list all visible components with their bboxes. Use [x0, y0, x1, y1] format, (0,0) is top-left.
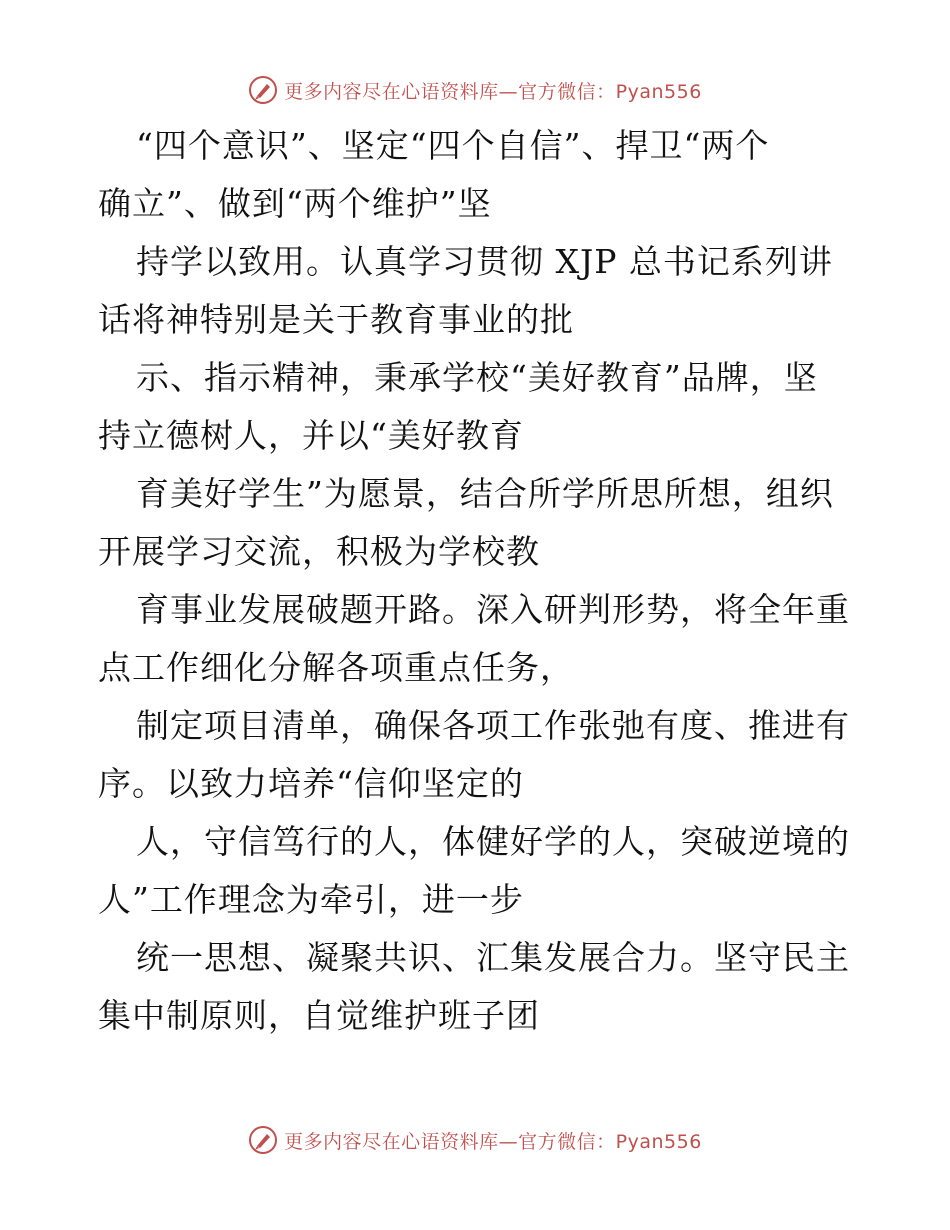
- text-line: 话将神特别是关于教育事业的批: [98, 300, 574, 339]
- text-line: 统一思想、凝聚共识、汇集发展合力。坚守民主: [136, 938, 850, 977]
- text-line: 持学以致用。认真学习贯彻 XJP 总书记系列讲: [136, 242, 833, 281]
- text-line: 示、指示精神，秉承学校“美好教育”品牌，坚: [136, 358, 818, 397]
- text-line: 确立”、做到“两个维护”坚: [98, 184, 492, 223]
- document-body: [98, 117, 858, 1045]
- footer-banner: [0, 1120, 950, 1160]
- text-line: 序。以致力培养“信仰坚定的: [98, 764, 524, 803]
- pen-nib-icon: [248, 75, 278, 105]
- text-line: 人，守信笃行的人，体健好学的人，突破逆境的: [136, 822, 850, 861]
- text-line: 持立德树人，并以“美好教育: [98, 416, 524, 455]
- header-banner: [0, 70, 950, 110]
- header-banner-text: 更多内容尽在心语资料库—官方微信：Pyan556: [284, 80, 702, 103]
- text-line: “四个意识”、坚定“四个自信”、捍卫“两个: [136, 126, 770, 165]
- text-line: 点工作细化分解各项重点任务，: [98, 648, 574, 687]
- text-line: 人”工作理念为牵引，进一步: [98, 880, 524, 919]
- text-line: 开展学习交流，积极为学校教: [98, 532, 540, 571]
- pen-nib-icon: [248, 1125, 278, 1155]
- text-line: 育美好学生”为愿景，结合所学所思所想，组织: [136, 474, 834, 513]
- text-line: 育事业发展破题开路。深入研判形势，将全年重: [136, 590, 850, 629]
- text-line: 集中制原则，自觉维护班子团: [98, 996, 540, 1035]
- footer-banner-text: 更多内容尽在心语资料库—官方微信：Pyan556: [284, 1130, 702, 1153]
- text-line: 制定项目清单，确保各项工作张弛有度、推进有: [136, 706, 850, 745]
